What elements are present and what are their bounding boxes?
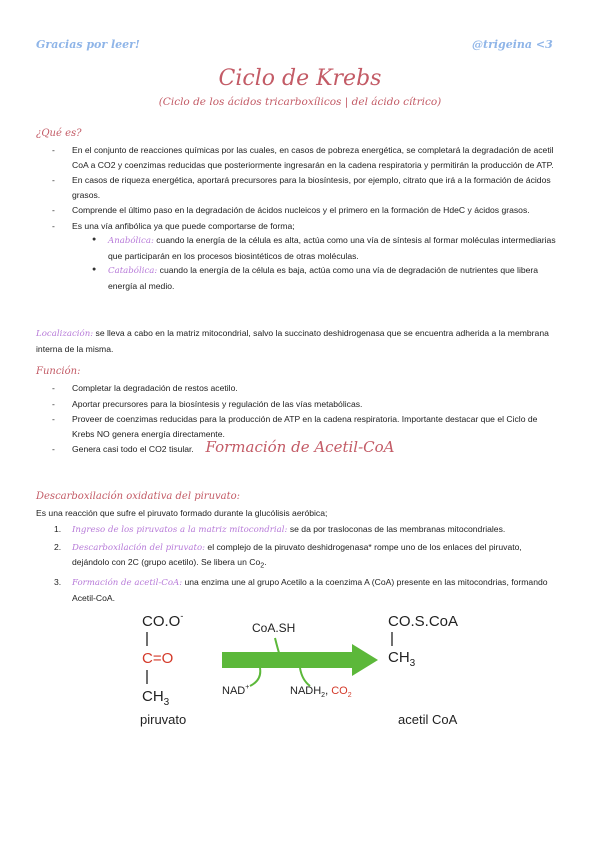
- step-term: Descarboxilación del piruvato:: [72, 542, 206, 553]
- step-text-end: .: [264, 557, 267, 567]
- piruvato-methyl: $CH_3$: [142, 688, 170, 708]
- coash-label: CoA.SH: [252, 621, 296, 635]
- section-label-funcion: Función:: [36, 366, 81, 377]
- list-item: - Genera casi todo el CO2 tisular.: [36, 442, 556, 457]
- localizacion-text: se lleva a cabo en la matriz mitocondrial, salvo la succinato deshidrogenasa que se encuentra adherida a la membrana interna de la misma.: [36, 328, 549, 354]
- formacion-intro: Es una reacción que sufre el piruvato formado durante la glucólisis aeróbica;: [36, 508, 328, 518]
- page-subtitle: (Ciclo de los ácidos tricarboxílicos | del ácido cítrico): [158, 96, 442, 108]
- piruvato-carboxyl: CO.O-: [142, 611, 184, 630]
- list-item-text: Es una vía anfibólica ya que puede comportarse de forma;: [72, 220, 295, 231]
- acetil-label: acetil CoA: [398, 712, 458, 727]
- list-item: - En el conjunto de reacciones químicas por las cuales, en casos de pobreza energética, se completará la degradación de acetil CoA a CO2 y coenzimas reducidas que posteriormente ingresarán en la cadena respiratoria y permitirán la producción de ATP.: [36, 143, 556, 172]
- formacion-steps: [36, 522, 556, 607]
- step-term: Ingreso de los piruvatos a la matriz mitocondrial:: [72, 525, 288, 535]
- section-label-que-es: ¿Qué es?: [36, 128, 82, 139]
- list-item: [36, 219, 556, 294]
- nad-curve-icon: [250, 668, 260, 686]
- que-es-list: [36, 143, 556, 294]
- list-item: - Proveer de coenzimas reducidas para la producción de ATP en la cadena respiratoria. Importante destacar que el Ciclo de Krebs NO genera energía directamente.: [36, 412, 556, 441]
- reaction-diagram: [0, 600, 600, 740]
- term-text: cuando la energía de la célula es baja, actúa como una vía de degradación de nutrientes que libera energía al medio.: [108, 265, 539, 291]
- term-text: cuando la energía de la célula es alta, actúa como una vía de síntesis al formar moléculas intermediarias que participarán en los procesos biosintéticos de otras moléculas.: [108, 235, 556, 261]
- step-text: el complejo de la piruvato deshidrogenasa* rompe uno de los enlaces del piruvato, dejándolo con 2C (grupo acetilo). Se libera un Co: [72, 541, 522, 567]
- step-term: Formación de acetil-CoA:: [72, 578, 183, 589]
- step-number: 2.: [54, 541, 62, 552]
- acetil-methyl: $CH_3$: [388, 649, 416, 669]
- page-title: Ciclo de Krebs: [218, 66, 382, 91]
- piruvato-carbonyl: C=O: [142, 650, 174, 667]
- step-item: [36, 522, 556, 538]
- list-item: - Comprende el último paso en la degradación de ácidos nucleicos y el primero en la formación de HdeC y ácidos grasos.: [36, 203, 556, 218]
- term-anabolica: Anabólica:: [108, 236, 154, 246]
- nadh-co2-label: $NADH_2$, $CO_2$: [290, 685, 352, 699]
- nad-label: NAD+: [222, 684, 250, 697]
- localizacion-label: Localización:: [36, 329, 94, 339]
- step-number: 3.: [54, 577, 62, 588]
- header-left-note: Gracias por leer!: [36, 38, 140, 51]
- step-item: [36, 540, 556, 574]
- sub-list: [72, 233, 556, 293]
- sub-list-item: [92, 263, 556, 293]
- localizacion-paragraph: [36, 326, 566, 356]
- step-subscript: 2: [260, 561, 265, 570]
- header-right-note: @trigeina <3: [472, 38, 553, 51]
- term-catabolica: Catabólica:: [108, 266, 158, 276]
- step-text: se da por trasloconas de las membranas mitocondriales.: [287, 524, 506, 534]
- sub-list-item: [92, 233, 556, 263]
- piruvato-label: piruvato: [140, 712, 187, 727]
- nadh-curve-icon: [300, 668, 310, 686]
- sub-label-descarboxilacion: Descarboxilación oxidativa del piruvato:: [36, 491, 241, 502]
- acetil-thioester: CO.S.CoA: [388, 613, 459, 630]
- list-item: - Aportar precursores para la biosíntesis y regulación de las vías metabólicas.: [36, 397, 556, 412]
- step-text: una enzima une al grupo Acetilo a la coenzima A (CoA) presente en las mitocondrias, formando Acetil-CoA.: [72, 577, 548, 603]
- list-item: - En casos de riqueza energética, aportará precursores para la biosíntesis, por ejemplo, citrato que irá a la formación de ácidos grasos.: [36, 173, 556, 202]
- section-title-formacion: Formación de Acetil-CoA: [205, 438, 395, 456]
- step-number: 1.: [54, 524, 62, 534]
- list-item: - Completar la degradación de restos acetilo.: [36, 381, 556, 396]
